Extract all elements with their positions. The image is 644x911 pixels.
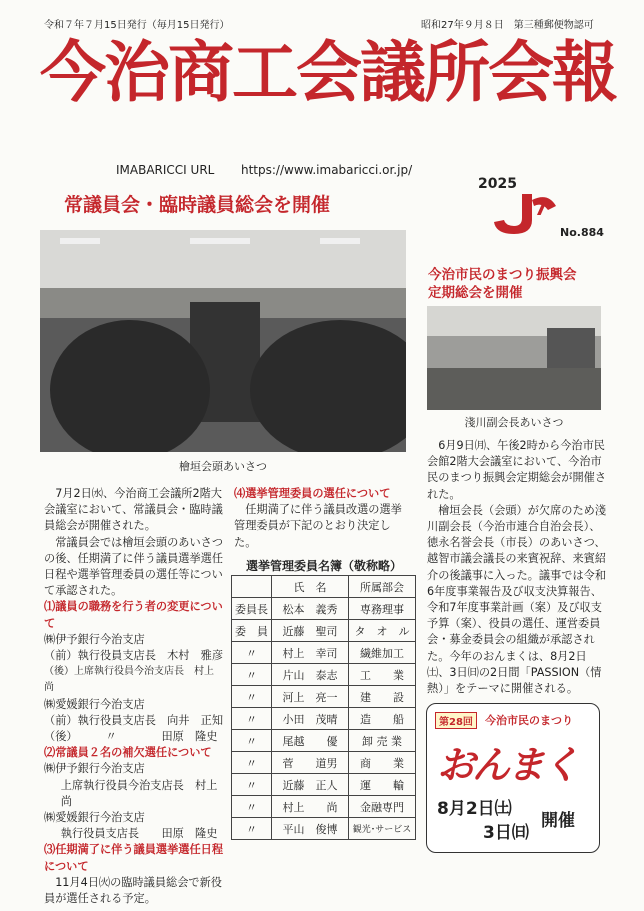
name-cell: 片山 泰志 — [272, 664, 349, 686]
section-4-heading: ⑷選挙管理委員の選任について — [234, 487, 391, 500]
festival-name: 今治市民のまつり — [485, 714, 573, 727]
festival-action: 開催 — [541, 811, 575, 831]
section-2-heading: ⑵常議員２名の補欠選任について — [44, 746, 212, 760]
bank-3: ㈱伊予銀行今治支店 — [44, 762, 145, 776]
name-cell: 松本 義秀 — [272, 598, 349, 620]
committee-table-grid — [231, 575, 416, 840]
name-cell: 小田 茂晴 — [272, 708, 349, 730]
paragraph-2: 常議員会では檜垣会頭のあいさつの後、任期満了に伴う議員選挙選任日程や選挙管理委員の選任等について承認された。 — [44, 535, 224, 598]
side-headline-2: 定期総会を開催 — [428, 285, 523, 301]
festival-edition: 第28回 — [435, 712, 477, 729]
bank-1-before: （前）執行役員支店長 木村 雅彦 — [44, 649, 224, 663]
committee-table — [231, 575, 416, 840]
side-headline-1: 今治市民のまつり振興会 — [428, 267, 577, 283]
role-cell: 委員長 — [232, 598, 272, 620]
group-cell: 観光･サービス — [349, 818, 416, 840]
group-cell: 建 設 — [349, 686, 416, 708]
bank-4: ㈱愛媛銀行今治支店 — [44, 811, 145, 825]
table-row — [232, 664, 416, 686]
role-cell: 〃 — [232, 730, 272, 752]
side-article-body — [427, 438, 609, 697]
group-cell: 専務理事 — [349, 598, 416, 620]
table-row — [232, 598, 416, 620]
table-row — [232, 686, 416, 708]
name-cell: 村上 尚 — [272, 796, 349, 818]
bank-2: ㈱愛媛銀行今治支店 — [44, 697, 145, 711]
group-cell: 工 業 — [349, 664, 416, 686]
section-1-heading: ⑴議員の職務を行う者の変更について — [44, 600, 223, 630]
table-row — [232, 620, 416, 642]
name-cell: 近藤 聖司 — [272, 620, 349, 642]
festival-photo-caption: 淺川副会長あいさつ — [464, 416, 564, 429]
role-cell: 〃 — [232, 774, 272, 796]
role-cell: 〃 — [232, 752, 272, 774]
role-cell: 〃 — [232, 642, 272, 664]
paragraph-3: 11月4日㈫の臨時議員総会で新役員が選任される予定。 — [44, 875, 222, 906]
table-row — [232, 708, 416, 730]
meeting-photo — [40, 230, 406, 452]
table-row — [232, 642, 416, 664]
meeting-photo-caption: 檜垣会頭あいさつ — [179, 460, 267, 473]
paragraph-1: 7月2日㈬、今治商工会議所2階大会議室において、常議員会・臨時議員総会が開催された。 — [44, 487, 223, 533]
badge-month: 7 — [534, 196, 548, 220]
table-header-row — [232, 576, 416, 598]
role-cell: 〃 — [232, 664, 272, 686]
meeting-photo-image — [40, 230, 406, 452]
role-cell: 〃 — [232, 796, 272, 818]
name-cell: 平山 俊博 — [272, 818, 349, 840]
bank-1-after: （後）上席執行役員今治支店長 村上 尚 — [44, 666, 224, 694]
festival-date-1: 8月2日㈯ — [437, 799, 512, 819]
bank-2-before: （前）執行役員支店長 向井 正知 — [44, 713, 224, 727]
table-row — [232, 730, 416, 752]
bank-1: ㈱伊予銀行今治支店 — [44, 632, 145, 646]
name-cell: 菅 道男 — [272, 752, 349, 774]
side-paragraph-2: 檜垣会長（会頭）が欠席のため淺川副会長（今治市連合自治会長）、徳永名誉会長（市長）のあいさつ、越智市議会議長の来賓祝辞、来賓紹介の後議事に入った。議事では令和6年度事業報告及び収支決算報告、令和7年度事業計画（案）及び収支予算（案）、役員の選任、運営委員会・募金委員会の組織が承認された。今年のおんまくは、8月2日㈯、3日㈰の2日間「PASSION（情熱）」をテーマに開催される。 — [427, 503, 607, 696]
omatsuri-announcement — [426, 703, 600, 853]
table-row — [232, 796, 416, 818]
issue-date: 令和７年７月15日発行（毎月15日発行） — [44, 20, 230, 31]
newsletter-title: 今治商工会議所会報 — [40, 34, 616, 111]
postal-approval: 昭和27年９月８日 第三種郵便物認可 — [421, 20, 594, 31]
header-cell: 所属部会 — [349, 576, 416, 598]
section-4 — [234, 486, 410, 551]
main-headline: 常議員会・臨時議員総会を開催 — [64, 194, 331, 216]
bank-3-person: 上席執行役員今治支店長 村上 尚 — [60, 778, 229, 808]
paragraph-4: 任期満了に伴う議員改選の選挙管理委員が下記のとおり決定した。 — [234, 503, 402, 549]
group-cell: 運 輸 — [349, 774, 416, 796]
side-paragraph-1: 6月9日㈪、午後2時から今治市民会館2階大会議室において、今治市民のまつり振興会定期総会が開催された。 — [427, 439, 607, 501]
group-cell: 金融専門 — [349, 796, 416, 818]
table-title: 選挙管理委員名簿（敬称略） — [246, 559, 403, 573]
bank-4-person: 執行役員支店長 田原 隆史 — [60, 827, 218, 841]
festival-date-2: 3日㈰ — [483, 823, 529, 843]
name-cell: 近藤 正人 — [272, 774, 349, 796]
role-cell: 〃 — [232, 686, 272, 708]
onmaku-logo: おんまく — [437, 743, 578, 787]
table-row — [232, 818, 416, 840]
group-cell: 繊維加工 — [349, 642, 416, 664]
role-cell: 〃 — [232, 818, 272, 840]
table-row — [232, 752, 416, 774]
bank-2-after: （後） 〃 田原 隆史 — [44, 730, 218, 744]
badge-year: 2025 — [478, 176, 517, 192]
table-row — [232, 774, 416, 796]
issue-badge — [488, 192, 558, 237]
name-cell: 尾越 優 — [272, 730, 349, 752]
role-cell: 委 員 — [232, 620, 272, 642]
group-cell: タ オ ル — [349, 620, 416, 642]
festival-meeting-photo-image — [427, 306, 601, 410]
name-cell: 村上 幸司 — [272, 642, 349, 664]
group-cell: 造 船 — [349, 708, 416, 730]
site-url[interactable]: https://www.imabaricci.or.jp/ — [241, 163, 413, 177]
group-cell: 卸 売 業 — [349, 730, 416, 752]
group-cell: 商 業 — [349, 752, 416, 774]
festival-meeting-photo — [427, 306, 601, 410]
header-cell — [232, 576, 272, 598]
url-label: IMABARICCI URL — [116, 163, 215, 177]
section-3-heading: ⑶任期満了に伴う議員選挙選任日程について — [44, 843, 224, 873]
header-cell: 氏 名 — [272, 576, 349, 598]
main-article-body — [44, 486, 228, 907]
role-cell: 〃 — [232, 708, 272, 730]
issue-number: No.884 — [560, 226, 604, 239]
name-cell: 河上 亮一 — [272, 686, 349, 708]
